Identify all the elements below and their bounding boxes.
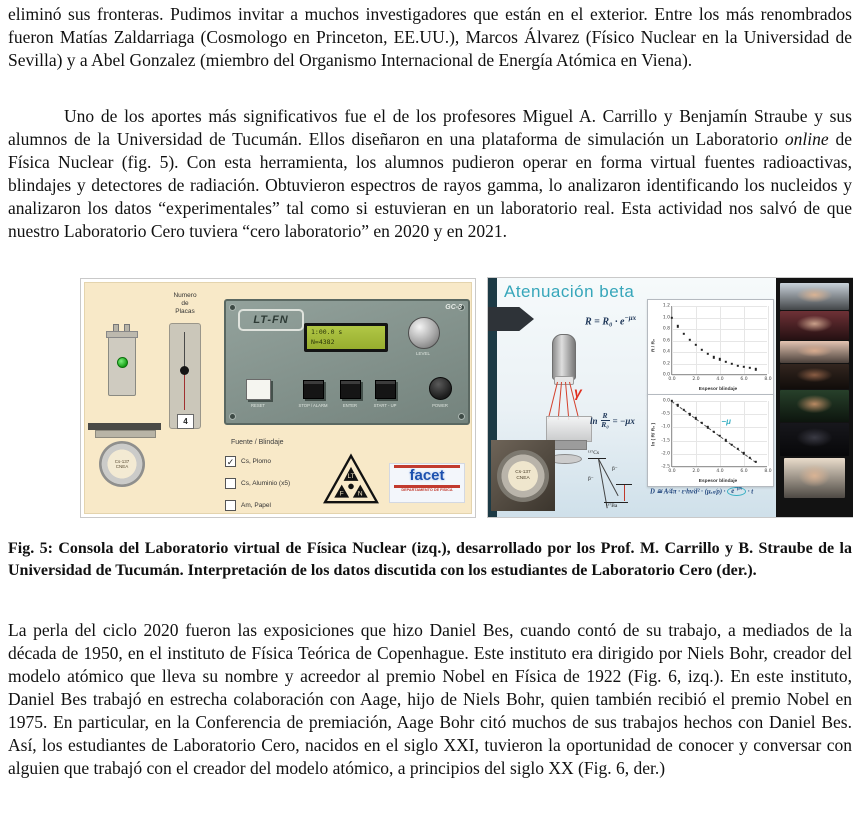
beta-ray [565, 382, 569, 420]
gamma-transition-arrow [624, 485, 625, 501]
slider-label: Numero de Placas [173, 292, 197, 315]
device-model-label: GC-3 [445, 304, 462, 311]
screw-icon [229, 304, 236, 311]
video-participant [784, 458, 845, 498]
paragraph-2-text-cont: de Física Nuclear (fig. 5). Con esta herramienta, los alumnos pudieron operar en forma virtual fuentes radioactivas, blindajes y detectores de radiación. Obtuvieron espectros de rayos gamma, lo analizaron identificando los nucleidos y analizaron los datos “experimentales” tal como si estuvieran en un laboratorio real. Esta actividad nos salvó de que nuestro Laboratorio Cero tuviera “cero laboratorio” en 2020 y en 2021. [8, 129, 852, 241]
checkbox-label: Cs, Plomo [241, 457, 271, 465]
sample-tray [95, 430, 156, 438]
plates-slider [169, 323, 201, 429]
shield-block [546, 416, 592, 442]
level-knob-label: LEVEL [415, 351, 430, 356]
checkbox-cs-plomo [225, 455, 271, 467]
source-disc-isotope: Cs-137 [114, 458, 130, 464]
chart-x-axis-label: Espesor blindaje [698, 479, 738, 484]
stop-alarm-button-label: STOP / ALARM [298, 403, 328, 408]
console-panel [84, 282, 472, 514]
beta-ray [548, 382, 558, 419]
facet-wordmark: facet [409, 467, 445, 484]
slider-thumb [180, 366, 189, 375]
beta-minus-label: β⁻ [588, 476, 594, 482]
cs137-decay-scheme [588, 450, 640, 510]
chart-y-axis-label: R / R₀ [651, 338, 657, 352]
decay-daughter-label: ¹³⁷Ba [606, 503, 618, 509]
beta-minus-label: β⁻ [612, 466, 618, 472]
lcd-display [304, 323, 388, 352]
figure5-console-image [80, 278, 476, 518]
chart-attenuation-log-linear: ln ( R/ R₀ ) 0.0 2.0 4.0 6.0 8.0 0.0 -0.5 -1.0 -1.5 -2.0 -2.5 −μ Espesor blindaje [647, 394, 774, 487]
checkbox-label: Am, Papel [241, 501, 271, 509]
enter-button-label: ENTER [342, 403, 358, 408]
video-participant [780, 341, 849, 363]
facet-subtitle: DEPARTAMENTO DE FISICA [401, 488, 453, 492]
checkbox-label: Cs, Aluminio (x5) [241, 479, 291, 487]
attenuation-slide [488, 278, 776, 517]
slide-title: Atenuación beta [504, 282, 635, 301]
level-knob [408, 317, 440, 349]
svg-text:F: F [339, 490, 344, 498]
video-participant [780, 364, 849, 389]
slider-value: 4 [177, 414, 194, 429]
video-participant [780, 311, 849, 340]
video-call-strip [776, 278, 853, 517]
paragraph-1: eliminó sus fronteras. Pudimos invitar a muchos investigadores que están en el exterior. Entre los más renombrados fueron Matías Zaldarriaga (Cosmologo en Princeton, EE.UU.), Marcos Álvarez (Físico Nuclear en la Universidad de Sevilla) y a Abel Gonzalez (miembro del Organismo Internacional de Energía Atómica en Viena). [8, 4, 852, 70]
detector-cylinder-icon [552, 334, 576, 380]
screw-icon [229, 413, 236, 420]
paragraph-2-italic-word: online [784, 129, 829, 149]
circled-term: $e^{-\mu x}$ [727, 487, 746, 496]
reset-button-label: RESET [251, 403, 265, 408]
paragraph-2-text: Uno de los aportes más significativos fue el de los profesores Miguel A. Carrillo y Benjamín Straube y sus alumnos de la Universidad de Tucumán. Ellos diseñaron en una plataforma de simulación un Laboratorio [8, 106, 852, 149]
device-name-plate: LT-FN [238, 309, 304, 331]
detector-cap [106, 331, 138, 338]
power-knob-label: POWER [432, 403, 448, 408]
log-attenuation-formula: ln $\frac{R}{\text{R₀}}$ = −μx [590, 411, 635, 429]
reset-button [246, 379, 271, 400]
chart-x-axis-label: Espesor blindaje [698, 387, 738, 392]
checkbox-icon [225, 478, 236, 489]
checkbox-icon: ✓ [226, 456, 235, 467]
power-knob [429, 377, 452, 400]
geiger-detector-icon [108, 332, 136, 396]
lcd-line-2: N=4382 [311, 338, 335, 346]
sample-shelf [88, 423, 161, 430]
stop-alarm-button [303, 380, 324, 399]
start-up-button-label: START - UP [373, 403, 397, 408]
radiation-trefoil-icon [323, 453, 379, 505]
paragraph-2 [8, 105, 852, 243]
video-participant [780, 390, 849, 422]
photo-disc-org: CNEA [516, 475, 530, 481]
lcd-line-1: 1:00.0 s [311, 328, 343, 336]
checkbox-cs-aluminio [225, 477, 290, 489]
svg-text:LT: LT [347, 473, 355, 481]
source-disc-org: CNEA [115, 464, 129, 469]
facet-logo [389, 463, 465, 503]
shield-base [551, 440, 587, 450]
cs137-source-photo [491, 440, 555, 511]
counter-console [224, 299, 470, 425]
detector-led-icon [117, 357, 128, 368]
paragraph-3: La perla del ciclo 2020 fueron las exposiciones que hizo Daniel Bes, cuando contó de su trabajo, a mediados de la década de 1950, en el instituto de Física Teórica de Copenhague. Este instituto era dirigido por Niels Bohr, creador del modelo atómico que lleva su nombre y acreedor al premio Nobel en Física de 1922 (Fig. 6, izq.). En este instituto, Daniel Bes trabajó en estrecha colaboración con Aage, hijo de Niels Bohr, quien también recibió el premio Nobel en 1975. En particular, en la Conferencia de premiación, Aage Bohr citó muchos de sus trabajos hechos con Daniel Bes. Así, los estudiantes de Laboratorio Cero, nacidos en el siglo XXI, tuvieron la oportunidad de conocer y conversar con alguien que trabajó con el creador del modelo atómico, a principios del siglo XX (Fig. 6, der.) [8, 620, 852, 778]
figure5-slide-image [487, 277, 853, 518]
gamma-symbol: γ [574, 384, 582, 400]
dose-formula: D ≅ A⁄4π · ε·hν⁄d² · (μₑₙ⁄ρ) · $e^{-\mu x} \cdot t$ [650, 487, 754, 496]
chart-y-axis-label: ln ( R/ R₀ ) [651, 422, 657, 446]
attenuation-formula: $R = R_0 \cdot e^{-\mu x}$ [585, 314, 637, 328]
photo-disc-isotope: Cs-137 [515, 469, 531, 475]
svg-text:N: N [357, 490, 363, 498]
figure-caption: Fig. 5: Consola del Laboratorio virtual de Física Nuclear (izq.), desarrollado por los Prof. M. Carrillo y B. Straube de la Universidad de Tucumán. Interpretación de los datos discutida con los estudiantes de Laboratorio Cero (der.). [8, 540, 852, 579]
screw-icon [458, 413, 465, 420]
checkbox-icon [225, 500, 236, 511]
chart-attenuation-exponential: R / R₀ 0.0 2.0 4.0 6.0 8.0 0.0 0.2 0.4 0.6 0.8 1.0 1.2 Espesor blindaje [647, 299, 774, 395]
fuente-blindaje-header: Fuente / Blindaje [231, 439, 284, 446]
enter-button [340, 380, 361, 399]
decay-parent-label: ¹³⁷Cs [588, 450, 600, 456]
arrow-right-icon [488, 307, 534, 331]
video-participant [780, 423, 849, 456]
beta-ray [558, 382, 562, 420]
start-up-button [375, 380, 396, 399]
checkbox-am-papel [225, 499, 271, 511]
slope-annotation: −μ [721, 416, 731, 426]
video-participant [780, 283, 849, 310]
source-disc-photo [497, 450, 549, 502]
cs137-source-disc [99, 441, 145, 487]
